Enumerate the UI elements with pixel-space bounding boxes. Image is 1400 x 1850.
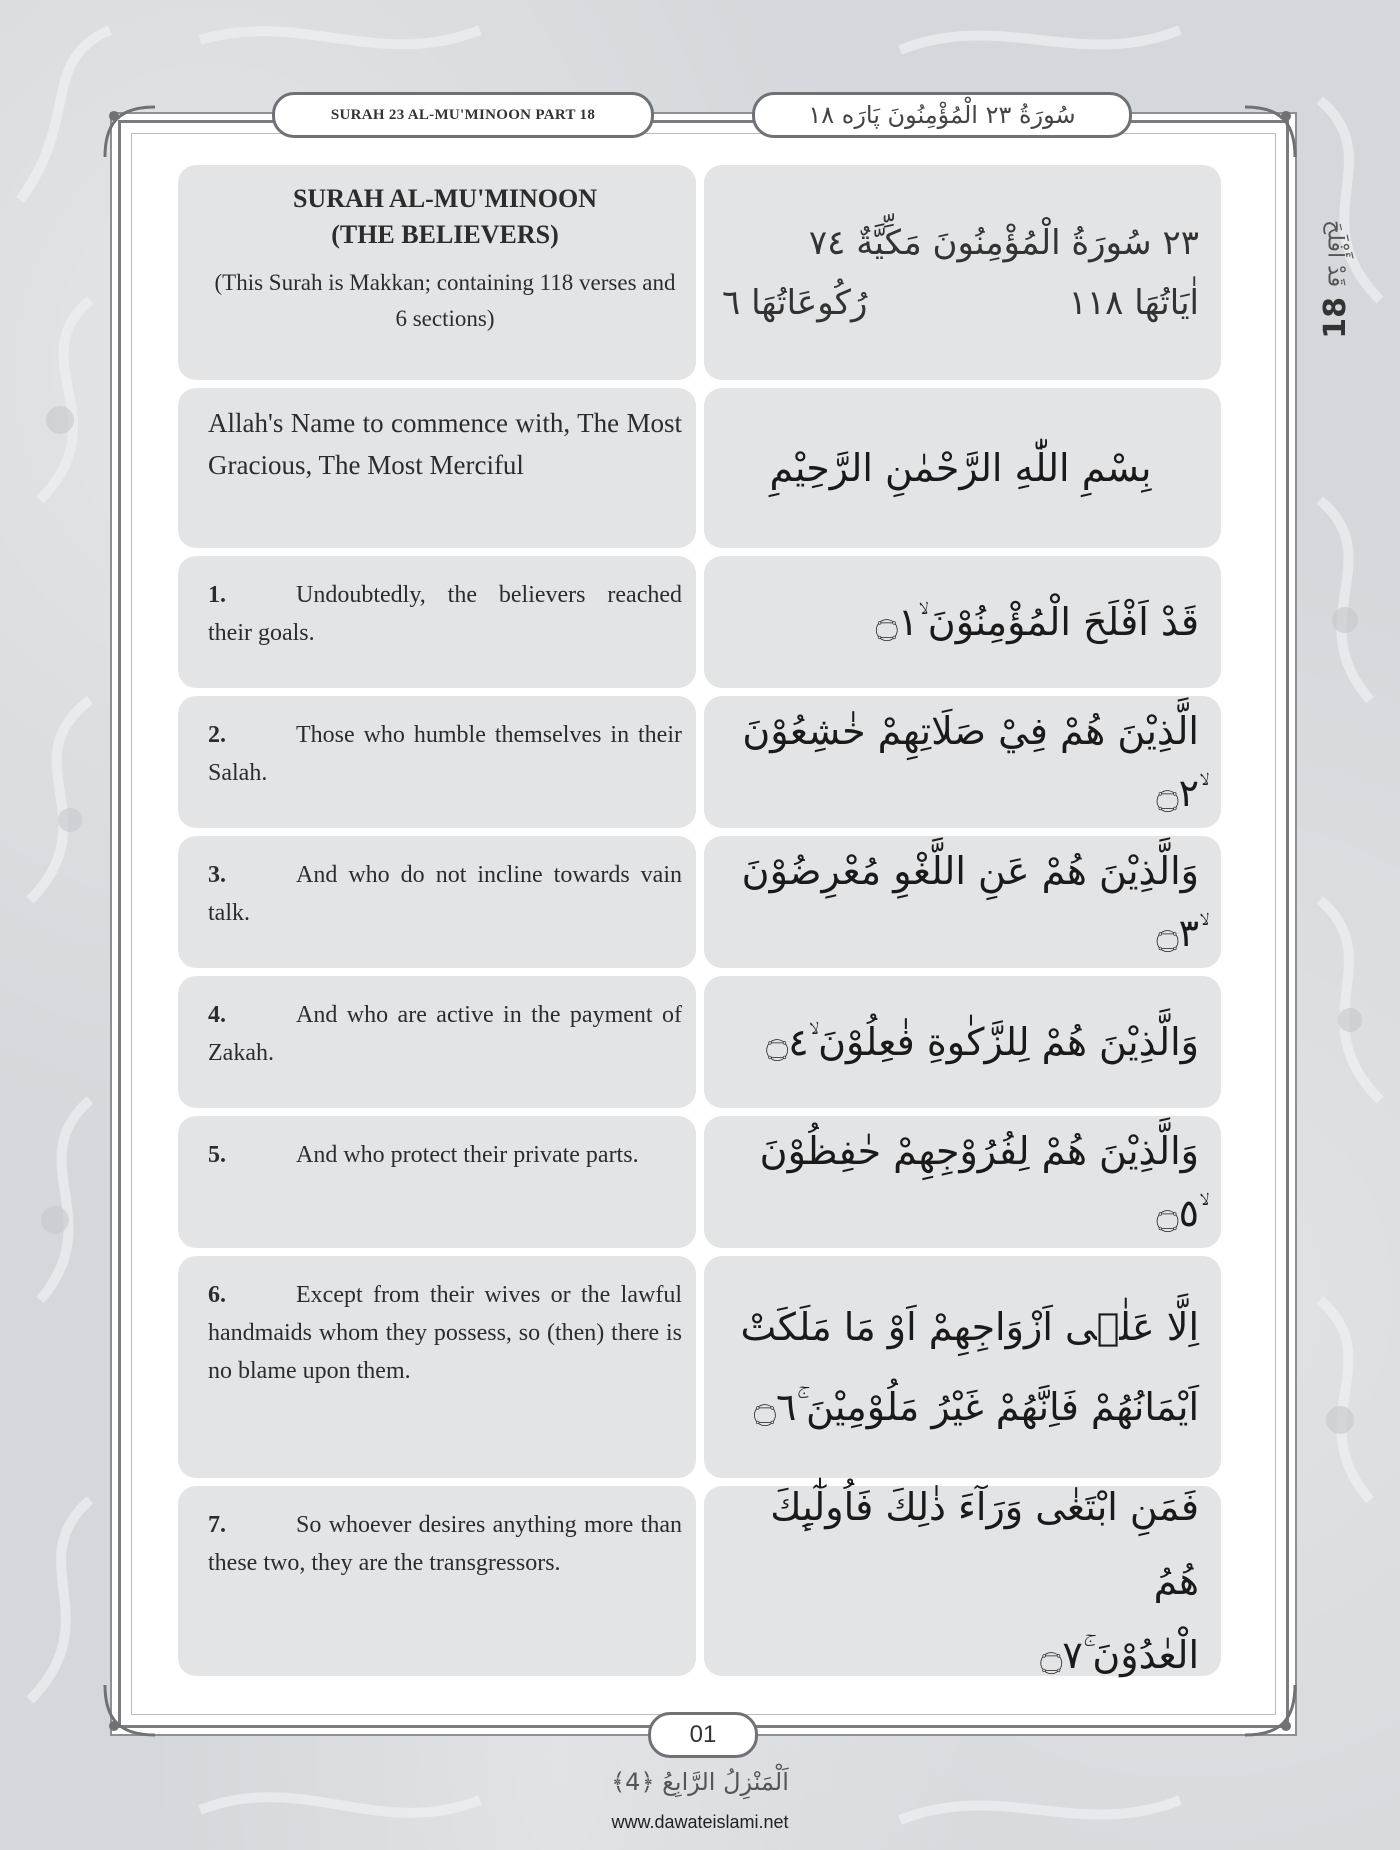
verse-arabic: الَّذِيْنَ هُمْ فِيْ صَلَاتِهِمْ خٰشِعُوْنَ ۙ۝٢ xyxy=(742,709,1199,815)
verse-arabic-line-1: اِلَّا عَلٰۤى اَزْوَاجِهِمْ اَوْ مَا مَلَكَتْ xyxy=(740,1305,1199,1349)
verse-translation: And who protect their private parts. xyxy=(296,1142,639,1168)
ruku-count-arabic: رُكُوعَاتُهَا ٦ xyxy=(722,282,868,323)
verse-english-cell xyxy=(178,1256,696,1478)
bismillah-row xyxy=(178,388,1221,548)
header-surah-label-english: SURAH 23 AL-MU'MINOON PART 18 xyxy=(272,92,654,138)
surah-heading-arabic: ٢٣ سُورَةُ الْمُؤْمِنُونَ مَكِّيَّةٌ ٧٤ xyxy=(808,222,1199,263)
verse-arabic: وَالَّذِيْنَ هُمْ عَنِ اللَّغْوِ مُعْرِضُوْنَ ۙ۝٣ xyxy=(741,849,1199,955)
verse-arabic: وَالَّذِيْنَ هُمْ لِلزَّكٰوةِ فٰعِلُوْنَ ۙ۝٤ xyxy=(765,1020,1199,1064)
verse-translation: Undoubtedly, the believers reached their goals. xyxy=(208,582,682,646)
corner-ornament-bottom-right xyxy=(1240,1680,1300,1740)
bismillah-arabic-cell xyxy=(704,388,1221,548)
verse-english-cell xyxy=(178,1486,696,1676)
bismillah-arabic: بِسْمِ اللّٰهِ الرَّحْمٰنِ الرَّحِيْمِ xyxy=(769,446,1152,490)
ayat-count-arabic: اٰيَاتُهَا ١١٨ xyxy=(1068,282,1199,323)
verse-translation: And who do not incline towards vain talk. xyxy=(208,862,682,926)
website-url[interactable]: www.dawateislami.net xyxy=(611,1812,789,1832)
verse-row-7 xyxy=(178,1486,1221,1676)
verse-arabic-cell xyxy=(704,836,1221,968)
manzil-label: اَلْمَنْزِلُ الرَّابِعُ ﴿4﴾ xyxy=(611,1768,789,1796)
verse-arabic-cell xyxy=(704,556,1221,688)
corner-ornament-top-left xyxy=(100,102,160,162)
verse-row-2 xyxy=(178,696,1221,828)
verse-translation: And who are active in the payment of Zakah. xyxy=(208,1002,682,1066)
surah-intro-row xyxy=(178,165,1221,380)
side-juz-marker xyxy=(1312,220,1358,520)
verse-number: 4. xyxy=(208,1002,226,1028)
verse-arabic: قَدْ اَفْلَحَ الْمُؤْمِنُوْنَ ۙ۝١ xyxy=(875,600,1199,644)
juz-number: 18 xyxy=(1317,297,1353,339)
header-surah-label-arabic: سُورَةُ ٢٣ الْمُؤْمِنُونَ پَارَه ١٨ xyxy=(752,92,1132,138)
verse-number: 3. xyxy=(208,862,226,888)
verse-english-cell xyxy=(178,1116,696,1248)
bismillah-translation: Allah's Name to commence with, The Most Gracious, The Most Merciful xyxy=(208,408,682,480)
verse-number: 5. xyxy=(208,1142,226,1168)
verse-arabic-cell xyxy=(704,1256,1221,1478)
corner-ornament-bottom-left xyxy=(100,1680,160,1740)
bismillah-english xyxy=(178,388,696,548)
surah-intro-english xyxy=(178,165,696,380)
verse-row-6 xyxy=(178,1256,1221,1478)
verse-row-4 xyxy=(178,976,1221,1108)
verse-number: 1. xyxy=(208,582,226,608)
verse-arabic: وَالَّذِيْنَ هُمْ لِفُرُوْجِهِمْ حٰفِظُوْنَ ۙ۝٥ xyxy=(759,1129,1199,1235)
surah-title-translation: (THE BELIEVERS) xyxy=(331,220,559,249)
verse-translation: Those who humble themselves in their Salah. xyxy=(208,722,682,786)
page-number: 01 xyxy=(648,1712,758,1758)
verse-english-cell xyxy=(178,976,696,1108)
verse-row-3 xyxy=(178,836,1221,968)
verse-number: 7. xyxy=(208,1512,226,1538)
surah-description: (This Surah is Makkan; containing 118 verses and 6 sections) xyxy=(214,270,676,331)
verse-row-1 xyxy=(178,556,1221,688)
verse-arabic-cell xyxy=(704,1486,1221,1676)
verse-arabic-line-2: الْعٰدُوْنَ ۚ۝٧ xyxy=(1040,1633,1199,1677)
verse-english-cell xyxy=(178,556,696,688)
verse-translation: Except from their wives or the lawful handmaids whom they possess, so (then) there is no blame upon them. xyxy=(208,1282,682,1384)
juz-title: قَدْ أَفْلَحَ xyxy=(1322,220,1348,288)
verse-arabic-cell xyxy=(704,696,1221,828)
verse-arabic-line-1: فَمَنِ ابْتَغٰى وَرَآءَ ذٰلِكَ فَاُولٰٓىِٕكَ هُمُ xyxy=(770,1485,1199,1603)
verse-number: 6. xyxy=(208,1282,226,1308)
verse-english-cell xyxy=(178,696,696,828)
surah-title: SURAH AL-MU'MINOON xyxy=(292,184,598,213)
verse-arabic-line-2: اَيْمَانُهُمْ فَاِنَّهُمْ غَيْرُ مَلُوْمِيْنَ ۚ۝٦ xyxy=(753,1385,1199,1429)
verse-arabic-cell xyxy=(704,1116,1221,1248)
verse-row-5 xyxy=(178,1116,1221,1248)
verse-translation: So whoever desires anything more than these two, they are the transgressors. xyxy=(208,1512,682,1576)
surah-intro-arabic xyxy=(704,165,1221,380)
verse-arabic-cell xyxy=(704,976,1221,1108)
verse-english-cell xyxy=(178,836,696,968)
verse-number: 2. xyxy=(208,722,226,748)
corner-ornament-top-right xyxy=(1240,102,1300,162)
